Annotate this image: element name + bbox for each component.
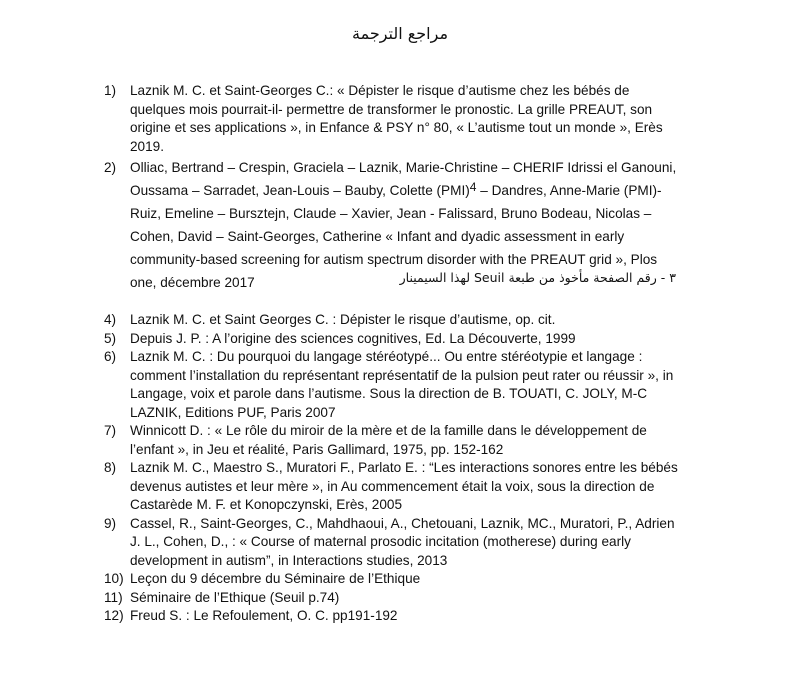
reference-number: 8) — [104, 460, 117, 475]
reference-number: 1) — [104, 83, 117, 98]
reference-list-second — [104, 311, 684, 626]
reference-item-4 — [104, 311, 684, 330]
reference-text: Laznik M. C., Maestro S., Muratori F., Parlato E. : “Les interactions sonores entre les bébés devenus autistes et leur mère », in Au commencement était la voix, sous la direction de Castarède M. F. et Konopczynski, Erès, 2005 — [130, 460, 678, 512]
reference-number: 6) — [104, 349, 117, 364]
reference-number: 7) — [104, 423, 117, 438]
reference-number: 12) — [104, 608, 124, 623]
reference-text: Freud S. : Le Refoulement, O. C. pp191-192 — [130, 608, 398, 623]
reference-item-6 — [104, 348, 684, 422]
reference-text-part-2: – Dandres, Anne-Marie (PMI)-Ruiz, Emeline – Bursztejn, Claude – Xavier, Jean - Falissard, Bruno Bodeau, Nicolas – Cohen, David – Saint-Georges, Catherine « Infant and dyadic assessment in early community-based screening for autism spectrum disorder with the PREAUT grid », Plos one, décembre 2017 — [130, 183, 662, 290]
reference-number: 11) — [104, 589, 123, 605]
reference-item-11 — [104, 589, 684, 608]
reference-text: Depuis J. P. : A l’origine des sciences cognitives, Ed. La Découverte, 1999 — [130, 330, 576, 346]
reference-item-9 — [104, 515, 684, 571]
reference-list-first — [104, 82, 684, 294]
reference-item-8 — [104, 459, 684, 515]
reference-number: 10) — [104, 571, 124, 586]
reference-number: 4) — [104, 312, 117, 327]
reference-number: 5) — [104, 330, 117, 346]
reference-number: 2) — [104, 160, 117, 175]
footnote-mark[interactable]: 4 — [469, 180, 477, 194]
reference-text: Cassel, R., Saint-Georges, C., Mahdhaoui, A., Chetouani, Laznik, MC., Muratori, P., Adrien J. L., Cohen, D., : « Course of maternal prosodic incitation (motherese) during early development in autism”, in Interactions studies, 2013 — [130, 515, 675, 568]
reference-text-part-1: Olliac, Bertrand – Crespin, Graciela – Laznik, Marie-Christine – CHERIF Idrissi el Ganouni, Oussama – Sarradet, Jean-Louis – Bauby, Colette (PMI) — [130, 160, 677, 198]
page-title: مراجع الترجمة — [351, 24, 449, 43]
footnote-arabic: ٣ - رقم الصفحة مأخوذ من طبعة Seuil لهذا السيمينار — [399, 270, 676, 285]
reference-text: Leçon du 9 décembre du Séminaire de l’Ethique — [130, 571, 421, 586]
reference-item-7 — [104, 422, 684, 459]
reference-text: Laznik M. C. : Du pourquoi du langage stéréotypé... Ou entre stéréotypie et langage : comment l’installation du représentant représentatif de la pulsion peut rater ou réussir », in Langage, voix et parole dans l’autisme. Sous la direction de B. TOUATI, C. JOLY, M-C LAZNIK, Editions PUF, Paris 2007 — [130, 349, 674, 420]
reference-item-12 — [104, 607, 684, 626]
reference-item-5 — [104, 330, 684, 349]
reference-item-10 — [104, 570, 684, 589]
reference-text: Laznik M. C. et Saint Georges C. : Dépister le risque d’autisme, op. cit. — [130, 312, 556, 327]
reference-text: Winnicott D. : « Le rôle du miroir de la mère et de la famille dans le développement de l’enfant », in Jeu et réalité, Paris Gallimard, 1975, pp. 152-162 — [130, 423, 647, 457]
reference-text: Séminaire de l’Ethique (Seuil p.74) — [130, 589, 340, 605]
reference-number: 9) — [104, 515, 117, 531]
reference-item-1 — [104, 82, 684, 156]
reference-text: Laznik M. C. et Saint-Georges C.: « Dépister le risque d’autisme chez les bébés de quelques mois pourrait-il- permettre de transformer le pronostic. La grille PREAUT, son origine et ses applications », in Enfance & PSY n° 80, « L’autisme tout un monde », Erès 2019. — [130, 83, 663, 154]
